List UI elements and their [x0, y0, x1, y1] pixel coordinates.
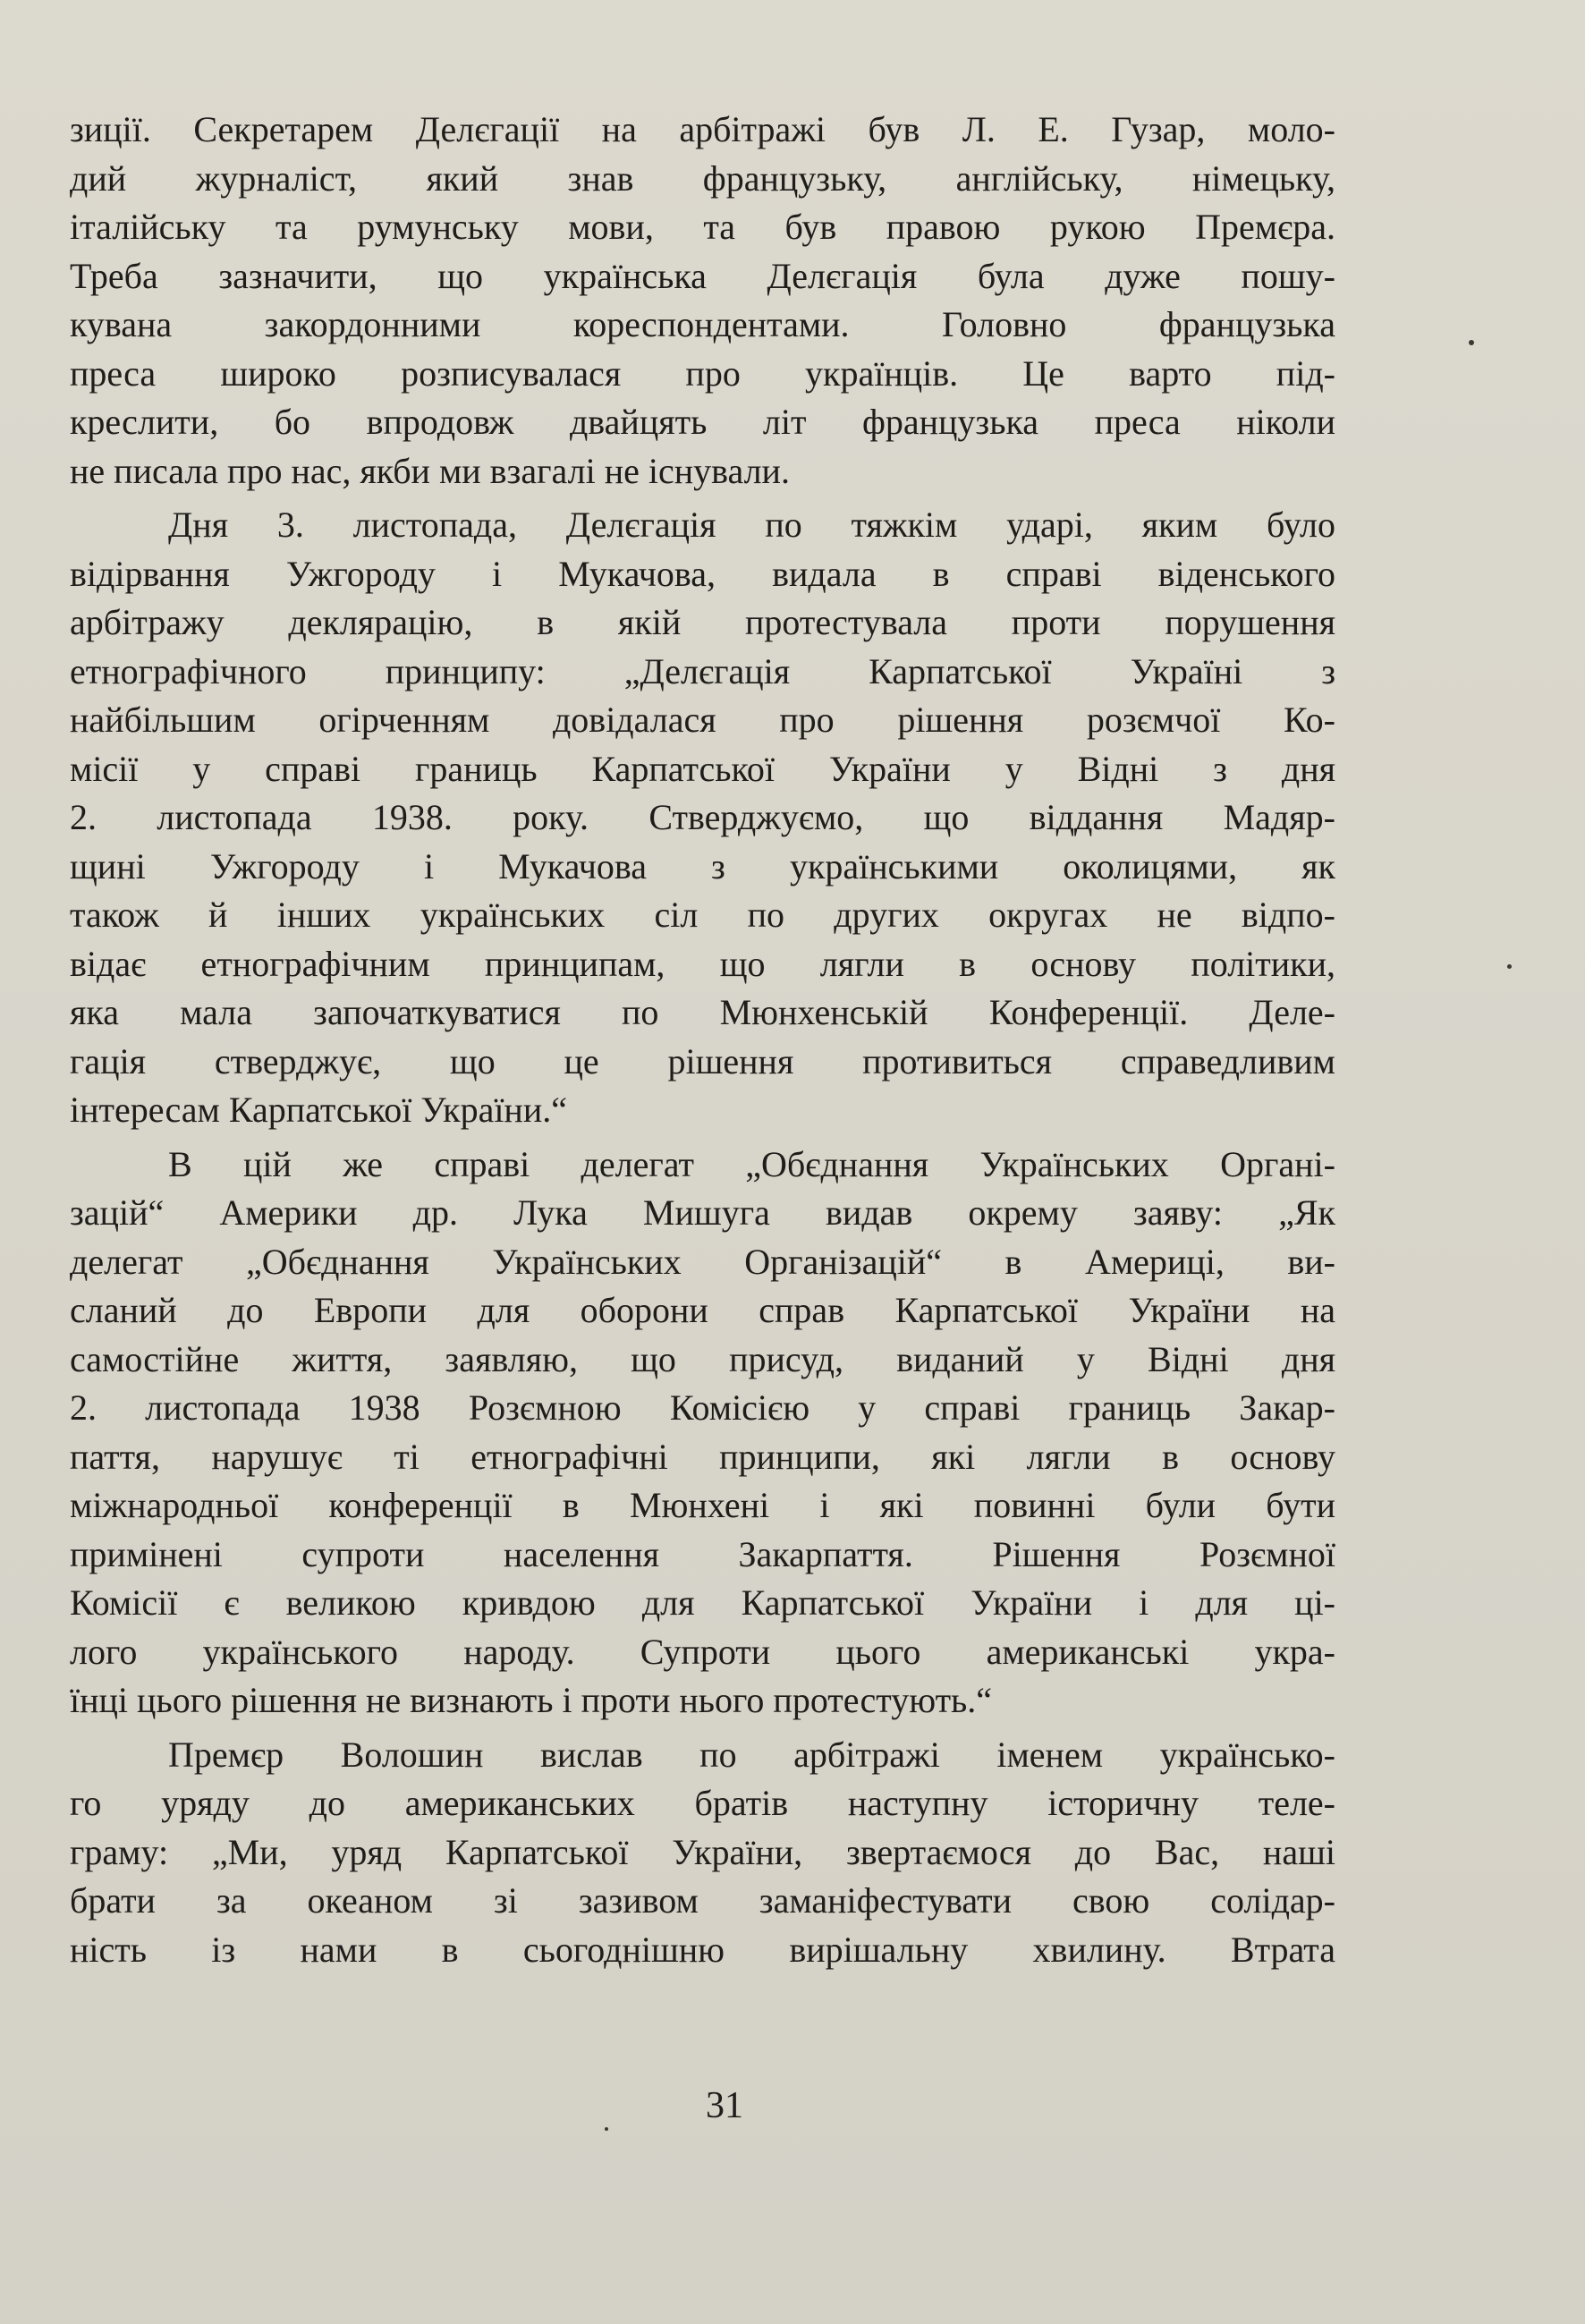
text-line: італійську та румунську мови, та був правою рукою Премєра. — [70, 207, 1335, 247]
print-speck — [1469, 340, 1474, 345]
text-line: креслити, бо впродовж двайцять літ французька преса ніколи — [70, 402, 1335, 442]
text-line: етнографічного принципу: „Делєгація Карпатської Україні з — [70, 650, 1335, 691]
text-line: го уряду до американських братів наступну історичну теле- — [70, 1783, 1335, 1823]
paragraph — [70, 1141, 1335, 1726]
text-line: сланий до Европи для оборони справ Карпатської України на — [70, 1290, 1335, 1330]
text-line: лого українського народу. Супроти цього американські укра- — [70, 1631, 1335, 1672]
print-speck — [605, 2127, 608, 2131]
text-line: також й інших українських сіл по других округах не відпо- — [70, 895, 1335, 935]
text-line: В цій же справі делегат „Обєднання Українських Органі- — [168, 1143, 1335, 1184]
text-line: дий журналіст, який знав французьку, англійську, німецьку, — [70, 157, 1335, 199]
text-line: яка мала започаткуватися по Мюнхенській Конференції. Деле- — [70, 992, 1335, 1032]
paragraph — [70, 1731, 1335, 1975]
text-line: преса широко розписувалася про українців. Це варто під- — [70, 352, 1335, 394]
page-number: 31 — [706, 2085, 743, 2126]
text-line: не писала про нас, якби ми взагалі не існували. — [70, 450, 790, 491]
text-line: ність із нами в сьогоднішню вирішальну хвилину. Втрата — [70, 1929, 1335, 1970]
text-line: самостійне життя, заявляю, що присуд, виданий у Відні дня — [70, 1338, 1335, 1379]
text-line: 2. листопада 1938. року. Стверджуємо, що віддання Мадяр- — [70, 797, 1335, 837]
text-line: примінені супроти населення Закарпаття. Рішення Розємної — [70, 1533, 1335, 1574]
text-line: арбітражу деклярацію, в якій протестувала проти порушення — [70, 602, 1335, 642]
text-line: 2. листопада 1938 Розємною Комісією у справі границь Закар- — [70, 1387, 1335, 1428]
text-line: делегат „Обєднання Українських Організацій“ в Америці, ви- — [70, 1241, 1335, 1282]
text-line: відірвання Ужгороду і Мукачова, видала в справі віденського — [70, 553, 1335, 594]
text-line: брати за океаном зі зазивом заманіфестувати свою солідар- — [70, 1880, 1335, 1921]
text-line: зиції. Секретарем Делєгації на арбітражі був Л. Е. Гузар, моло- — [70, 109, 1335, 149]
body-text — [70, 106, 1335, 1974]
text-line: найбільшим огірченням довідалася про рішення розємчої Ко- — [70, 700, 1335, 740]
text-line: кувана закордонними кореспондентами. Головно французька — [70, 304, 1335, 344]
text-line: паття, нарушує ті етнографічні принципи, які лягли в основу — [70, 1436, 1335, 1477]
text-line: відає етнографічним принципам, що лягли в основу політики, — [70, 943, 1335, 984]
text-line: Премєр Волошин вислав по арбітражі іменем українсько- — [168, 1734, 1335, 1775]
print-speck — [1507, 964, 1512, 969]
text-line: Треба зазначити, що українська Делєгація була дуже пошу- — [70, 255, 1335, 296]
text-line: Дня 3. листопада, Делєгація по тяжкім ударі, яким було — [168, 505, 1335, 545]
paragraph — [70, 106, 1335, 496]
text-line: граму: „Ми, уряд Карпатської України, звертаємося до Вас, наші — [70, 1831, 1335, 1872]
text-line: гація стверджує, що це рішення противиться справедливим — [70, 1040, 1335, 1081]
text-line: зацій“ Америки др. Лука Мишуга видав окрему заяву: „Як — [70, 1192, 1335, 1233]
text-line: Комісії є великою кривдою для Карпатської України і для ці- — [70, 1582, 1335, 1623]
text-line: місії у справі границь Карпатської України у Відні з дня — [70, 748, 1335, 789]
text-line: міжнародньої конференції в Мюнхені і які повинні були бути — [70, 1485, 1335, 1525]
text-line: їнці цього рішення не визнають і проти нього протестують.“ — [70, 1680, 993, 1720]
text-line: інтересам Карпатської України.“ — [70, 1090, 567, 1130]
text-line: щині Ужгороду і Мукачова з українськими околицями, як — [70, 845, 1335, 886]
paragraph — [70, 501, 1335, 1135]
